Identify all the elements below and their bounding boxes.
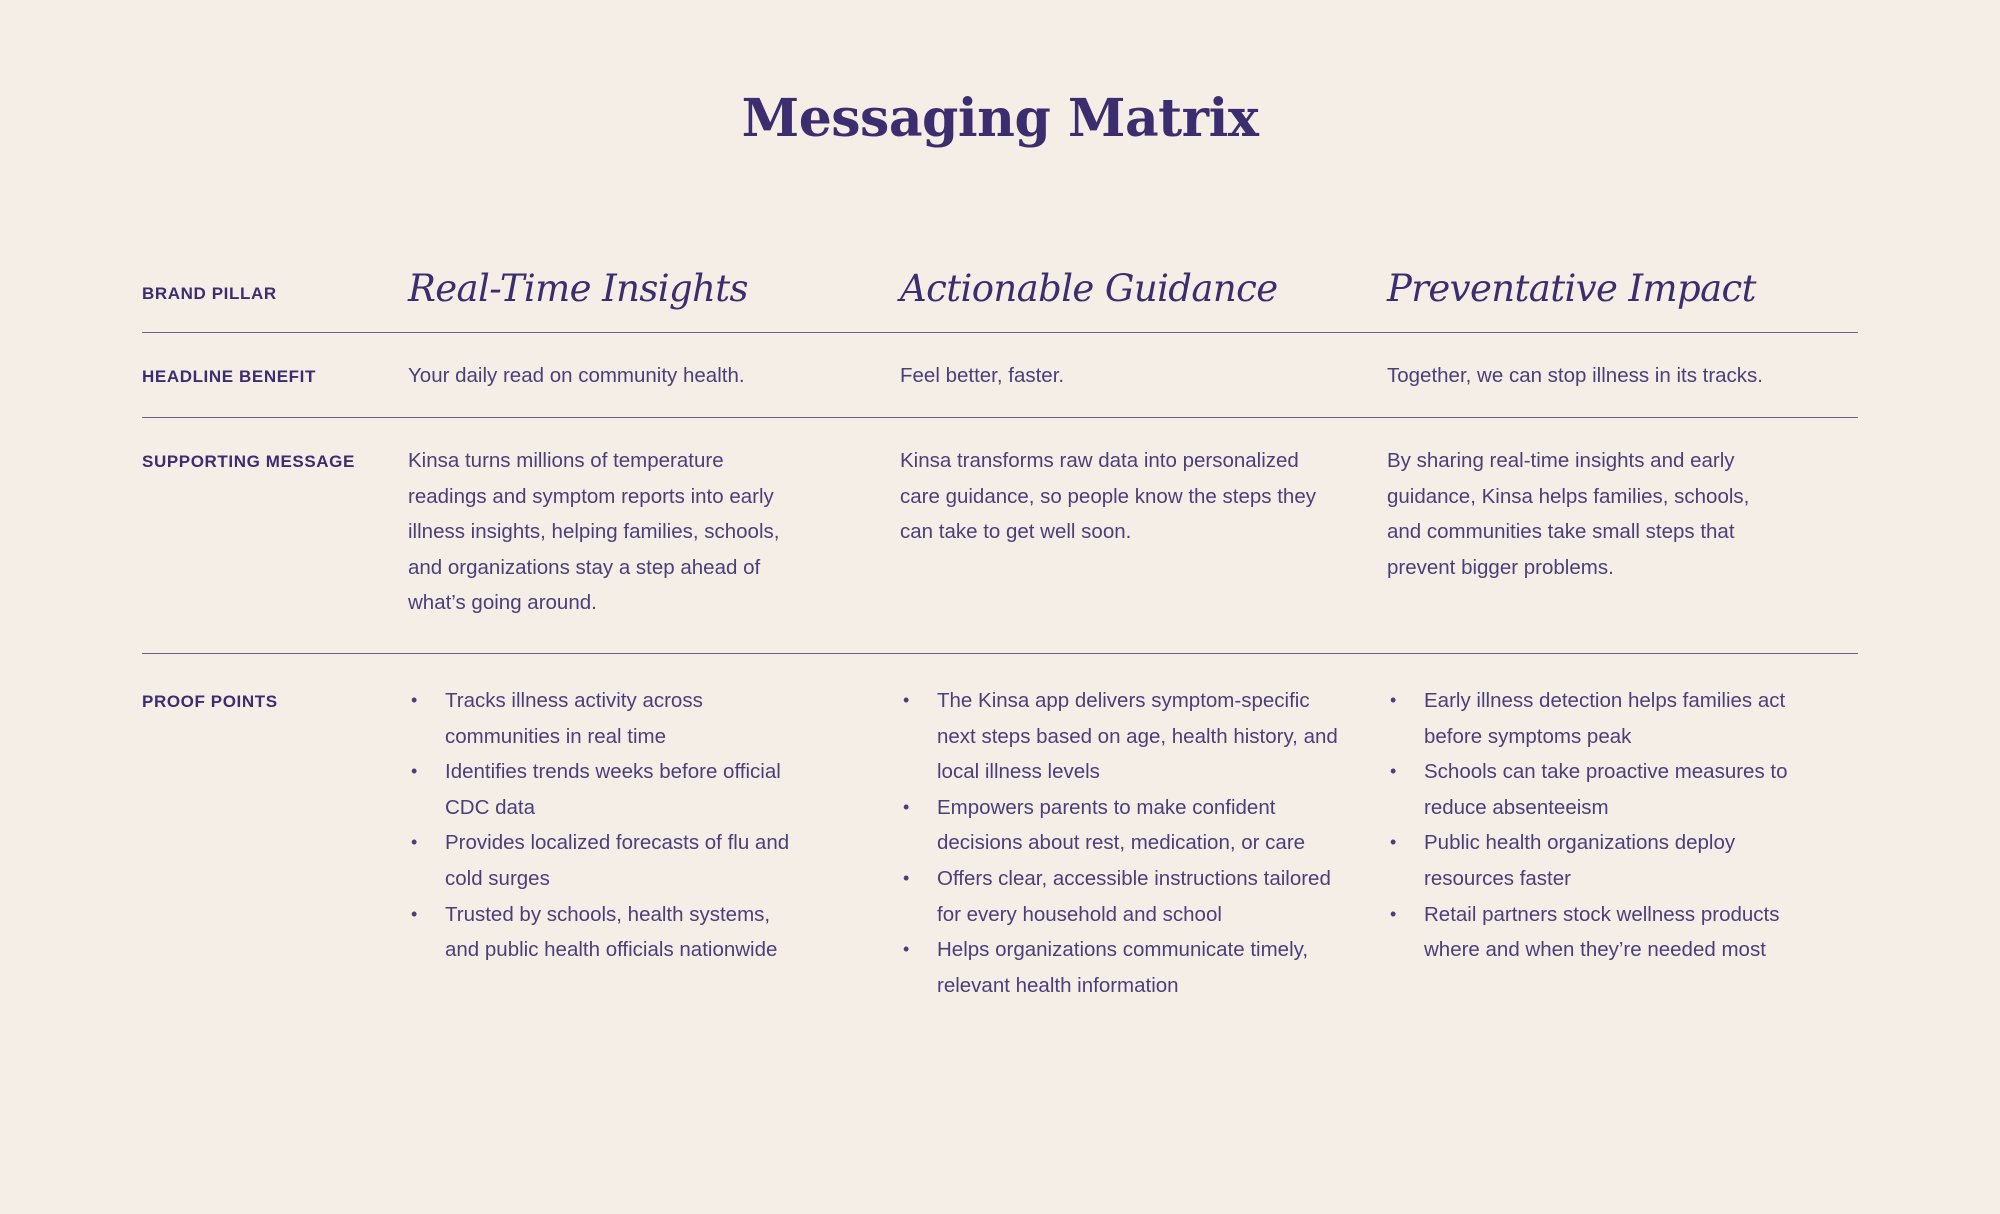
brand-pillar-row: [142, 248, 1858, 333]
list-item: [408, 754, 808, 825]
proof-point-text: Helps organizations communicate timely, relevant health information: [937, 938, 1309, 997]
proof-points-list: [1387, 683, 1807, 968]
brand-pillar-label: BRAND PILLAR: [142, 284, 277, 303]
pillar-real-time-insights: Real-Time Insights: [408, 267, 748, 310]
proof-point-text: Provides localized forecasts of flu and cold surges: [445, 831, 790, 890]
headline-benefit-label: HEADLINE BENEFIT: [142, 367, 316, 386]
list-item: [1387, 897, 1807, 968]
page-title: Messaging Matrix: [741, 88, 1259, 149]
list-item: [900, 932, 1340, 1003]
bullet-icon: •: [411, 761, 418, 782]
bullet-icon: •: [1390, 832, 1397, 853]
headline-benefit-cell: Your daily read on community health.: [408, 364, 745, 387]
supporting-message-cell: Kinsa transforms raw data into personalized care guidance, so people know the steps they can take to get well soon.: [900, 449, 1316, 544]
proof-point-text: Offers clear, accessible instructions tailored for every household and school: [937, 866, 1331, 926]
bullet-icon: •: [903, 796, 910, 817]
proof-point-text: Tracks illness activity across communities in real time: [445, 689, 703, 748]
proof-points-label: PROOF POINTS: [142, 692, 278, 711]
bullet-icon: •: [411, 903, 418, 924]
proof-points-column: [1387, 683, 1807, 968]
proof-point-text: Public health organizations deploy resources faster: [1424, 831, 1736, 890]
proof-point-text: Identifies trends weeks before official CDC data: [445, 760, 781, 819]
bullet-icon: •: [1390, 690, 1397, 710]
supporting-message-row: [142, 418, 1858, 654]
proof-points-list: [408, 683, 808, 968]
list-item: [900, 790, 1340, 861]
supporting-message-cell: By sharing real-time insights and early guidance, Kinsa helps families, schools, and communities take small steps that prevent bigger problems.: [1387, 449, 1750, 579]
proof-points-row: [142, 654, 1858, 1014]
list-item: [900, 683, 1340, 790]
proof-point-text: Empowers parents to make confident decisions about rest, medication, or care: [937, 795, 1306, 855]
supporting-message-cell: Kinsa turns millions of temperature readings and symptom reports into early illness insights, helping families, schools, and organizations stay a step ahead of what’s going around.: [408, 449, 780, 615]
headline-benefit-cell: Together, we can stop illness in its tracks.: [1387, 364, 1764, 387]
bullet-icon: •: [411, 690, 418, 710]
list-item: [1387, 683, 1807, 754]
list-item: [900, 861, 1340, 932]
supporting-message-label: SUPPORTING MESSAGE: [142, 452, 355, 471]
list-item: [408, 897, 808, 968]
list-item: [1387, 754, 1807, 825]
bullet-icon: •: [411, 832, 418, 853]
headline-benefit-cell: Feel better, faster.: [900, 364, 1065, 387]
proof-point-text: Early illness detection helps families act before symptoms peak: [1424, 689, 1786, 748]
pillar-actionable-guidance: Actionable Guidance: [900, 267, 1278, 310]
proof-point-text: Schools can take proactive measures to reduce absenteeism: [1424, 760, 1788, 819]
bullet-icon: •: [1390, 903, 1397, 924]
headline-benefit-row: [142, 333, 1858, 418]
bullet-icon: •: [903, 939, 910, 960]
proof-points-column: [900, 683, 1340, 1003]
pillar-preventative-impact: Preventative Impact: [1387, 267, 1756, 310]
proof-point-text: Retail partners stock wellness products where and when they’re needed most: [1424, 902, 1780, 962]
list-item: [408, 683, 808, 754]
list-item: [408, 825, 808, 896]
proof-points-column: [408, 683, 808, 968]
list-item: [1387, 825, 1807, 896]
proof-point-text: The Kinsa app delivers symptom-specific next steps based on age, health history, and local illness levels: [937, 689, 1338, 784]
proof-points-list: [900, 683, 1340, 1003]
proof-point-text: Trusted by schools, health systems, and public health officials nationwide: [445, 902, 778, 962]
bullet-icon: •: [903, 690, 910, 710]
messaging-matrix: [142, 248, 1858, 1014]
bullet-icon: •: [903, 867, 910, 888]
bullet-icon: •: [1390, 761, 1397, 782]
